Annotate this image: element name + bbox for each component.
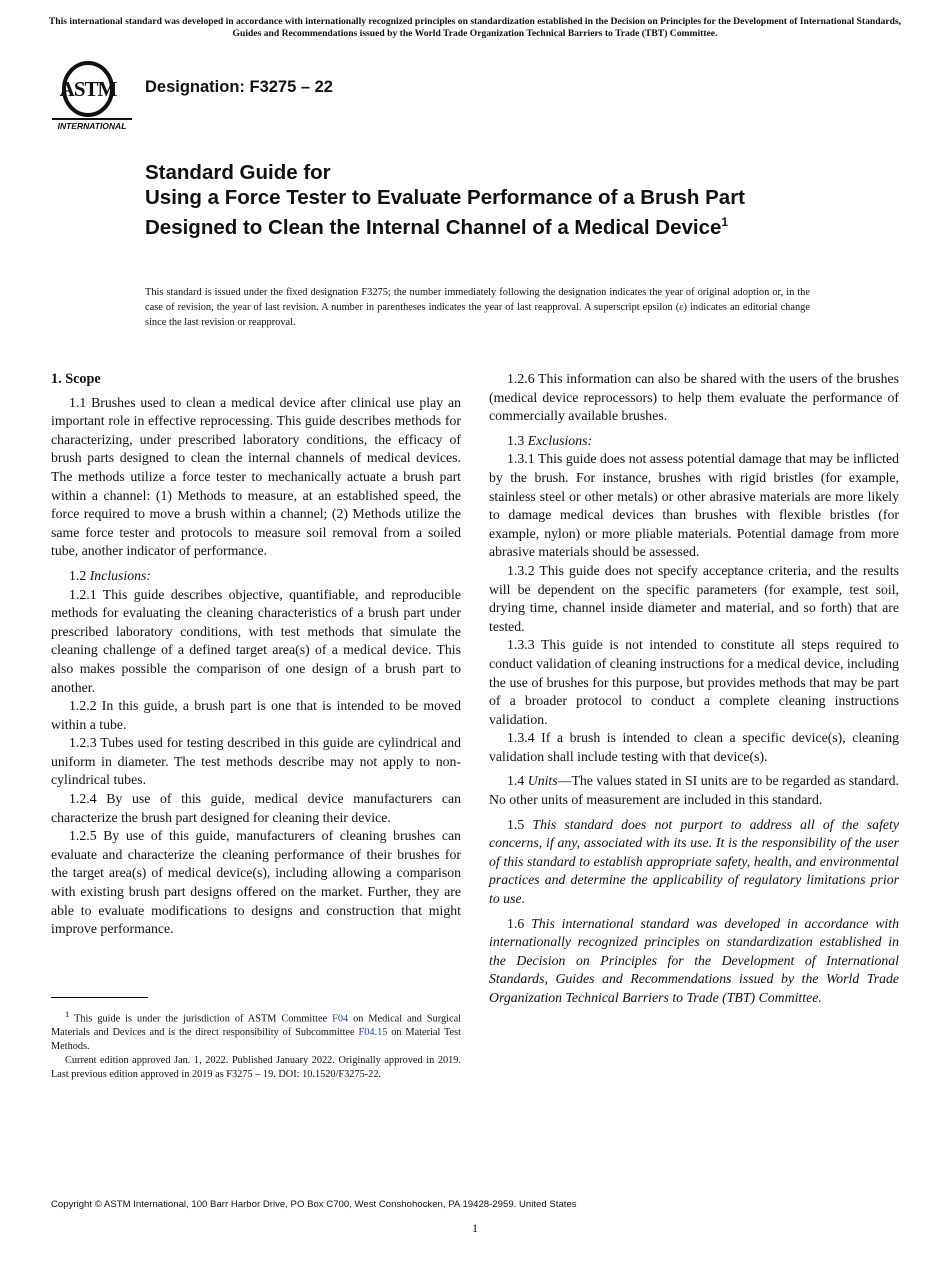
para-1-2-3: 1.2.3 Tubes used for testing described in this guide are cylindrical and uniform in diameter. The test methods describe may not apply to non-cylindrical tubes.	[51, 735, 461, 788]
para-1-3-3: 1.3.3 This guide is not intended to constitute all steps required to conduct validation of cleaning instructions for a medical device, including the use of brushes for this purpose, but provides methods that may be part of a broader protocol to conduct a complete cleaning instructions validation.	[489, 637, 899, 727]
title-main: Using a Force Tester to Evaluate Performance of a Brush Part Designed to Clean the Internal Channel of a Medical Device$^1$	[145, 186, 745, 239]
footnote-1: $^1$ This guide is under the jurisdiction of ASTM Committee F04 on Medical and Surgical Materials and Devices and is the direct responsibility of Subcommittee F04.15 on Material Test Methods.	[51, 1009, 462, 1053]
para-1-2-2: 1.2.2 In this guide, a brush part is one that is intended to be moved within a tube.	[51, 698, 461, 732]
link-f04-15[interactable]: F04.15	[358, 1027, 388, 1039]
svg-text:ASTM: ASTM	[59, 77, 117, 101]
title-line-1: Standard Guide for	[145, 161, 331, 184]
para-1-1: 1.1 Brushes used to clean a medical device after clinical use play an important role in effective reprocessing. This guide describes methods for characterizing, under prescribed laboratory conditions, the efficacy of brush parts designed to clean the internal channels of medical devices. The methods utilize a force tester to mechanically actuate a brush part within a channel: (1) Methods to measure, at an established speed, the force required to move a brush within a channel; (2) Methods utilize the same force tester and protocols to measure soil removal from a soiled tube, another indicator of performance.	[51, 394, 461, 559]
para-1-6: 1.6 This international standard was developed in accordance with internationally recognized principles on standardization established in the Decision on Principles for the Development of International Standards, Guides and Recommendations issued by the World Trade Organization Technical Barriers to Trade (TBT) Committee.	[489, 915, 899, 1005]
para-1-3-4: 1.3.4 If a brush is intended to clean a specific device(s), cleaning validation shall include testing with that device(s).	[489, 730, 899, 764]
para-1-2-4: 1.2.4 By use of this guide, medical device manufacturers can characterize the brush part designed for cleaning their device.	[51, 791, 461, 825]
astm-logo-icon	[50, 56, 136, 134]
page-title	[145, 160, 825, 240]
para-1-2: 1.2 Inclusions:	[69, 567, 152, 583]
page-number: 1	[472, 1221, 478, 1235]
section-heading-scope: 1. Scope	[51, 371, 101, 387]
para-1-2-5: 1.2.5 By use of this guide, manufacturers of cleaning brushes can evaluate and characterize the cleaning performance of their brushes for the target area(s) of medical device(s), including allowing a comparison with existing brush part designs offered on the market. Further, they are able to evaluate modifications to designs and construction that might improve performance.	[51, 828, 461, 937]
svg-text:INTERNATIONAL: INTERNATIONAL	[57, 121, 127, 131]
footnote	[51, 1007, 461, 1082]
para-1-3-1: 1.3.1 This guide does not assess potential damage that may be inflicted by the brush. For instance, brushes with rigid bristles (for example, stainless steel or other metals) or other abrasive materials are more likely to damage medical devices than brushes with flexible bristles (for example, nylon) or more pliable materials. Potential damage from more abrasive materials should be assessed.	[489, 451, 899, 560]
para-1-2-1: 1.2.1 This guide describes objective, quantifiable, and reproducible methods for evaluating the cleaning characteristics of a brush part under prescribed laboratory conditions, with test methods that simulate the cleaning challenge of a defined target area(s) of a medical device. This also makes possible the comparison of one design of a brush part to another.	[51, 586, 461, 695]
copyright: Copyright © ASTM International, 100 Barr Harbor Drive, PO Box C700, West Conshohocken, PA 19428-2959. United States	[51, 1199, 577, 1210]
para-1-3: 1.3 Exclusions:	[507, 432, 593, 448]
para-1-5: 1.5 This standard does not purport to address all of the safety concerns, if any, associated with its use. It is the responsibility of the user of this standard to establish appropriate safety, health, and environmental practices and determine the applicability of regulatory limitations prior to use.	[489, 816, 899, 907]
designation: Designation: F3275 – 22	[145, 78, 333, 96]
title-footnote-mark: 1	[721, 215, 729, 229]
link-f04[interactable]: F04	[332, 1013, 349, 1025]
para-1-2-6: 1.2.6 This information can also be shared with the users of the brushes (medical device reprocessors) to help them evaluate the performance of commercially available brushes.	[489, 371, 899, 424]
para-1-3-2: 1.3.2 This guide does not specify acceptance criteria, and the results will be dependent on the specific parameters (for example, test soil, drying time, channel inside diameter and material, and so forth) that are tested.	[489, 562, 899, 634]
left-column	[51, 370, 461, 957]
footnote-edition: Current edition approved Jan. 1, 2022. Published January 2022. Originally approved in 2019. Last previous edition approved in 2019 as F3275 – 19. DOI: 10.1520/F3275-22.	[51, 1055, 461, 1081]
footnote-rule	[51, 997, 148, 998]
intro-note: This standard is issued under the fixed designation F3275; the number immediately following the designation indicates the year of original adoption or, in the case of revision, the year of last revision. A number in parentheses indicates the year of last reapproval. A superscript epsilon (ε) indicates an editorial change since the last revision or reapproval.	[145, 287, 810, 328]
para-1-4: 1.4 Units—The values stated in SI units are to be regarded as standard. No other units of measurement are included in this standard.	[489, 773, 899, 808]
top-notice: This international standard was developed in accordance with internationally recognized principles on standardization established in the Decision on Principles for the Development of International Standards, Guides and Recommendations issued by the World Trade Organization Technical Barriers to Trade (TBT) Committee.	[48, 16, 902, 39]
right-column	[489, 370, 899, 1008]
